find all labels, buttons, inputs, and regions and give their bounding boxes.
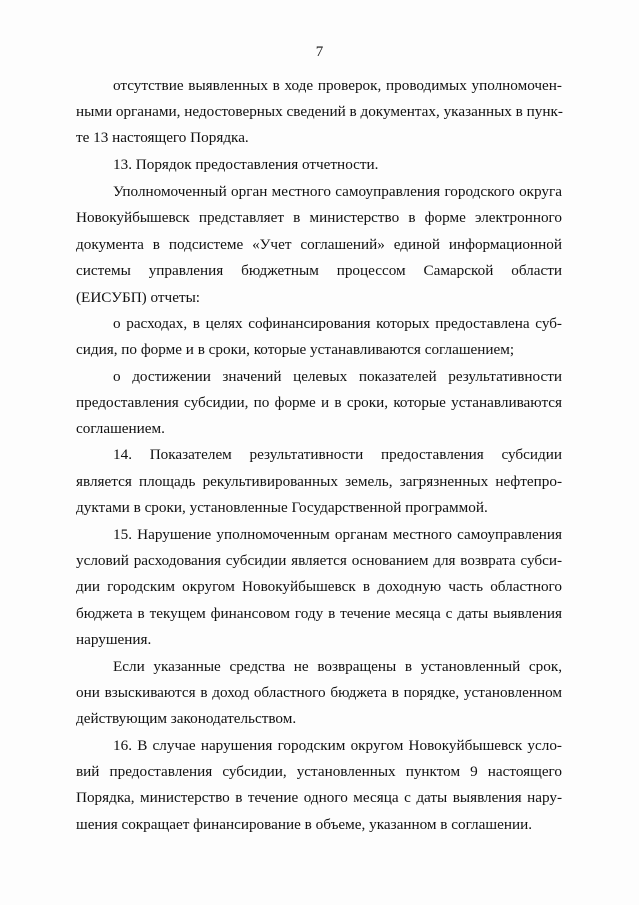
text-line: Уполномоченный орган местного самоуправления городского округа xyxy=(113,183,562,200)
text-line: нарушения. xyxy=(76,631,152,648)
text-line: 16. В случае нарушения городским округом Новокуйбышевск усло- xyxy=(113,737,562,754)
text-line: дии городским округом Новокуйбышевск в доходную часть областного xyxy=(76,578,562,595)
text-line: соглашением. xyxy=(76,420,165,437)
text-line: те 13 настоящего Порядка. xyxy=(76,129,249,146)
text-line: системы управления бюджетным процессом Самарской области xyxy=(76,262,562,279)
text-line: документа в подсистеме «Учет соглашений» единой информационной xyxy=(76,236,562,253)
text-line: 15. Нарушение уполномоченным органам местного самоуправления xyxy=(113,526,562,543)
text-line: отсутствие выявленных в ходе проверок, проводимых уполномочен- xyxy=(113,77,562,94)
text-line: о расходах, в целях софинансирования которых предоставлена суб- xyxy=(113,315,562,332)
text-line: Если указанные средства не возвращены в установленный срок, xyxy=(113,658,562,675)
text-line: дуктами в сроки, установленные Государственной программой. xyxy=(76,499,488,516)
text-line: сидия, по форме и в сроки, которые устанавливаются соглашением; xyxy=(76,341,515,358)
text-line: является площадь рекультивированных земель, загрязненных нефтепро- xyxy=(76,473,562,490)
text-line: (ЕИСУБП) отчеты: xyxy=(76,289,200,306)
text-line: шения сокращает финансирование в объеме, указанном в соглашении. xyxy=(76,816,532,833)
page-number: 7 xyxy=(315,44,324,60)
text-line: бюджета в текущем финансовом году в течение месяца с даты выявления xyxy=(76,605,562,622)
text-line: 14. Показателем результативности предоставления субсидии xyxy=(113,446,562,463)
text-line: они взыскиваются в доход областного бюджета в порядке, установленном xyxy=(76,684,562,701)
text-line: ными органами, недостоверных сведений в документах, указанных в пунк- xyxy=(76,103,563,120)
text-line: предоставления субсидии, по форме и в сроки, которые устанавливаются xyxy=(76,394,562,411)
text-line: вий предоставления субсидии, установленных пунктом 9 настоящего xyxy=(76,763,562,780)
text-line: Новокуйбышевск представляет в министерство в форме электронного xyxy=(76,209,562,226)
section-heading: 13. Порядок предоставления отчетности. xyxy=(113,156,379,173)
text-line: условий расходования субсидии является основанием для возврата субси- xyxy=(76,552,562,569)
text-line: действующим законодательством. xyxy=(76,710,297,727)
text-line: о достижении значений целевых показателей результативности xyxy=(113,368,562,385)
text-line: Порядка, министерство в течение одного месяца с даты выявления нару- xyxy=(76,789,562,806)
